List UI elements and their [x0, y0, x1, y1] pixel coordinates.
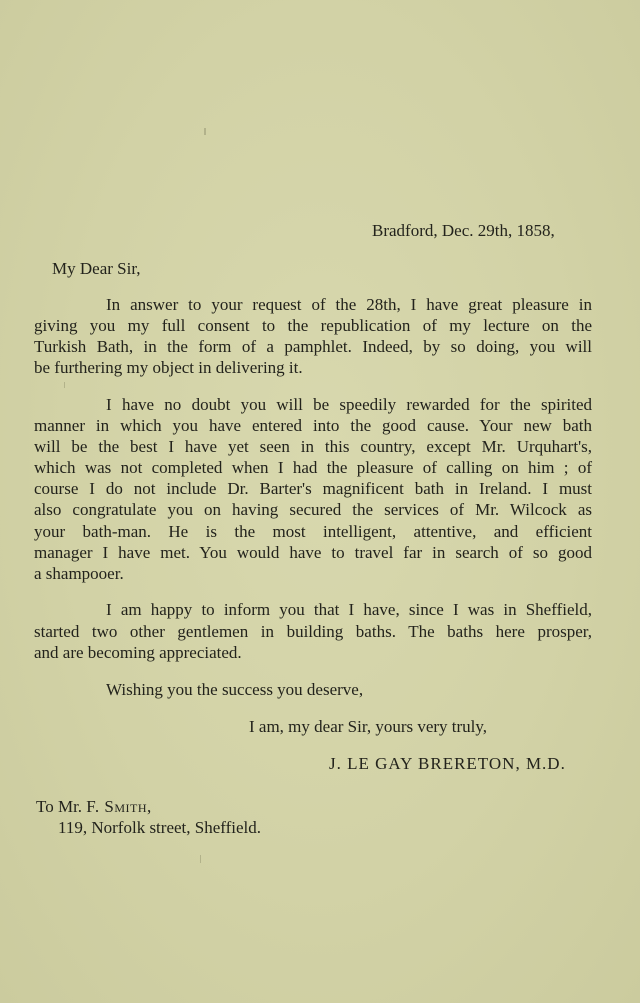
paragraph-1-line-1: In answer to your request of the 28th, I have great pleasure in [106, 295, 592, 314]
paragraph-2-line-5: course I do not include Dr. Barter's magnificent bath in Ireland. I must [34, 479, 592, 498]
paragraph-3-line-2: started two other gentlemen in building baths. The baths here prosper, [34, 622, 592, 641]
recipient-name: F. Smith, [86, 797, 152, 816]
signature: J. LE GAY BRERETON, M.D. [329, 754, 566, 773]
paragraph-1-line-3: Turkish Bath, in the form of a pamphlet. Indeed, by so doing, you will [34, 337, 592, 356]
recipient-line [36, 797, 152, 817]
wishing-line: Wishing you the success you deserve, [106, 680, 364, 699]
closing-line: I am, my dear Sir, yours very truly, [249, 717, 488, 736]
paragraph-2-line-7: your bath-man. He is the most intelligent, attentive, and efficient [34, 522, 592, 541]
paragraph-2-line-8: manager I have met. You would have to travel far in search of so good [34, 543, 592, 562]
recipient-address: 119, Norfolk street, Sheffield. [58, 818, 262, 837]
paragraph-2-line-1: I have no doubt you will be speedily rewarded for the spirited [106, 395, 592, 414]
paper-speck [64, 382, 65, 388]
paragraph-2-line-2: manner in which you have entered into the good cause. Your new bath [34, 416, 592, 435]
paragraph-1-line-4: be furthering my object in delivering it. [34, 358, 303, 377]
paragraph-1-line-2: giving you my full consent to the republication of my lecture on the [34, 316, 592, 335]
recipient-prefix: To Mr. [36, 797, 87, 816]
paragraph-3-line-3: and are becoming appreciated. [34, 643, 242, 662]
dateline: Bradford, Dec. 29th, 1858, [372, 221, 555, 240]
paragraph-3-line-1: I am happy to inform you that I have, since I was in Sheffield, [106, 600, 592, 619]
paper-speck [204, 128, 206, 135]
paragraph-2-line-6: also congratulate you on having secured the services of Mr. Wilcock as [34, 500, 592, 519]
paper-speck [200, 855, 201, 863]
salutation: My Dear Sir, [52, 259, 141, 278]
paragraph-2-line-9: a shampooer. [34, 564, 124, 583]
paragraph-2-line-4: which was not completed when I had the pleasure of calling on him ; of [34, 458, 592, 477]
paragraph-2-line-3: will be the best I have yet seen in this country, except Mr. Urquhart's, [34, 437, 592, 456]
